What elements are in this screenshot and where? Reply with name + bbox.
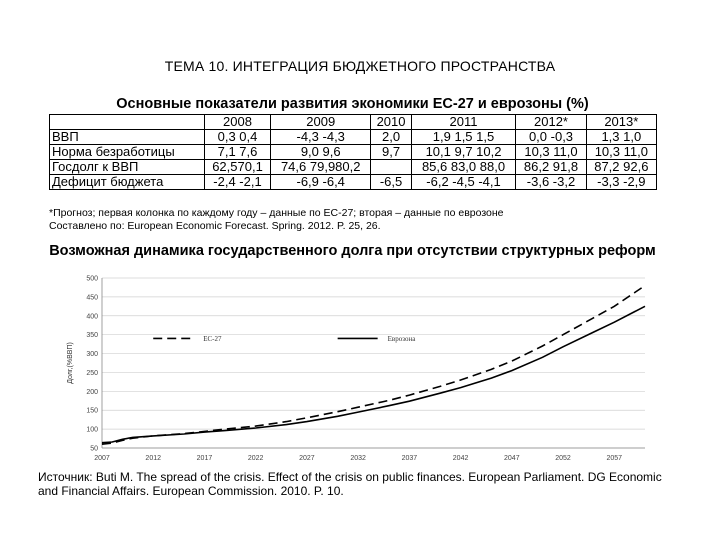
table-source-note: Составлено по: European Economic Forecast. Spring. 2012. P. 25, 26.	[49, 220, 381, 232]
table-cell: 2,0	[371, 130, 411, 145]
table-row	[50, 145, 657, 160]
row-label: ВВП	[50, 130, 205, 145]
y-axis-label: Долг,(%ВВП)	[67, 342, 74, 384]
table-cell: 1,3 1,0	[586, 130, 656, 145]
table-cell: 86,2 91,8	[516, 160, 586, 175]
x-tick-label: 2017	[196, 455, 213, 462]
legend-label: ЕС-27	[203, 334, 222, 343]
y-tick-label: 450	[86, 294, 98, 302]
table-cell: -2,4 -2,1	[205, 175, 271, 190]
y-tick-label: 500	[86, 275, 98, 283]
year-header: 2010	[371, 115, 411, 130]
table-cell: 85,6 83,0 88,0	[411, 160, 516, 175]
x-tick-label: 2032	[350, 455, 366, 462]
slide-title: ТЕМА 10. ИНТЕГРАЦИЯ БЮДЖЕТНОГО ПРОСТРАНСТВА	[164, 58, 556, 74]
chart-title: Возможная динамика государственного долга при отсутствии структурных реформ	[49, 243, 656, 259]
table-header-row	[50, 115, 657, 130]
indicators-table	[49, 114, 657, 190]
y-tick-label: 50	[90, 445, 98, 453]
x-tick-label: 2012	[145, 455, 162, 462]
row-label: Госдолг к ВВП	[50, 160, 205, 175]
table-cell	[371, 160, 411, 175]
table-cell: 87,2 92,6	[586, 160, 656, 175]
table-cell: -3,3 -2,9	[586, 175, 656, 190]
year-header: 2012*	[516, 115, 586, 130]
table-cell: 10,1 9,7 10,2	[411, 145, 516, 160]
y-tick-label: 200	[86, 388, 98, 396]
x-tick-label: 2027	[299, 455, 315, 462]
table-cell: 10,3 11,0	[516, 145, 586, 160]
legend-label: Еврозона	[387, 334, 416, 343]
debt-line-chart	[60, 268, 670, 470]
row-label: Норма безработицы	[50, 145, 205, 160]
table-cell: -6,5	[371, 175, 411, 190]
y-tick-label: 300	[86, 351, 98, 359]
x-tick-label: 2057	[606, 455, 623, 462]
table-cell: 1,9 1,5 1,5	[411, 130, 516, 145]
table-footnote: *Прогноз; первая колонка по каждому году – данные по ЕС-27; вторая – данные по еврозоне	[49, 207, 504, 219]
year-header: 2011	[411, 115, 516, 130]
y-tick-label: 400	[86, 313, 98, 321]
table-cell: 74,6 79,980,2	[271, 160, 371, 175]
table-cell: -6,2 -4,5 -4,1	[411, 175, 516, 190]
table-cell: 10,3 11,0	[586, 145, 656, 160]
table-cell: 0,3 0,4	[205, 130, 271, 145]
table-cell: 0,0 -0,3	[516, 130, 586, 145]
y-tick-label: 150	[86, 407, 98, 415]
y-tick-label: 250	[86, 369, 98, 377]
year-header: 2008	[205, 115, 271, 130]
series-line-2	[102, 306, 645, 442]
series-line-1	[102, 286, 645, 445]
source-citation: Источник: Buti M. The spread of the crisis. Effect of the crisis on public finances. European Parliament. DG Economic and Financial Affairs. European Commission. 2010. P. 10.	[38, 470, 662, 498]
table-cell: 7,1 7,6	[205, 145, 271, 160]
x-tick-label: 2052	[555, 455, 571, 462]
y-tick-label: 100	[86, 426, 98, 434]
table-cell: -6,9 -6,4	[271, 175, 371, 190]
y-tick-label: 350	[86, 332, 98, 340]
x-tick-label: 2007	[94, 455, 110, 462]
table-row	[50, 130, 657, 145]
row-label: Дефицит бюджета	[50, 175, 205, 190]
table-row	[50, 175, 657, 190]
table-cell: 9,0 9,6	[271, 145, 371, 160]
table-cell: -3,6 -3,2	[516, 175, 586, 190]
x-tick-label: 2042	[452, 455, 469, 462]
table-cell: 62,570,1	[205, 160, 271, 175]
year-header: 2009	[271, 115, 371, 130]
header-blank-cell	[50, 115, 205, 130]
x-tick-label: 2022	[247, 455, 264, 462]
year-header: 2013*	[586, 115, 656, 130]
table-cell: -4,3 -4,3	[271, 130, 371, 145]
x-tick-label: 2037	[401, 455, 418, 462]
x-tick-label: 2047	[504, 455, 520, 462]
table-row	[50, 160, 657, 175]
table-title: Основные показатели развития экономики ЕС-27 и еврозоны (%)	[116, 96, 589, 112]
table-cell: 9,7	[371, 145, 411, 160]
